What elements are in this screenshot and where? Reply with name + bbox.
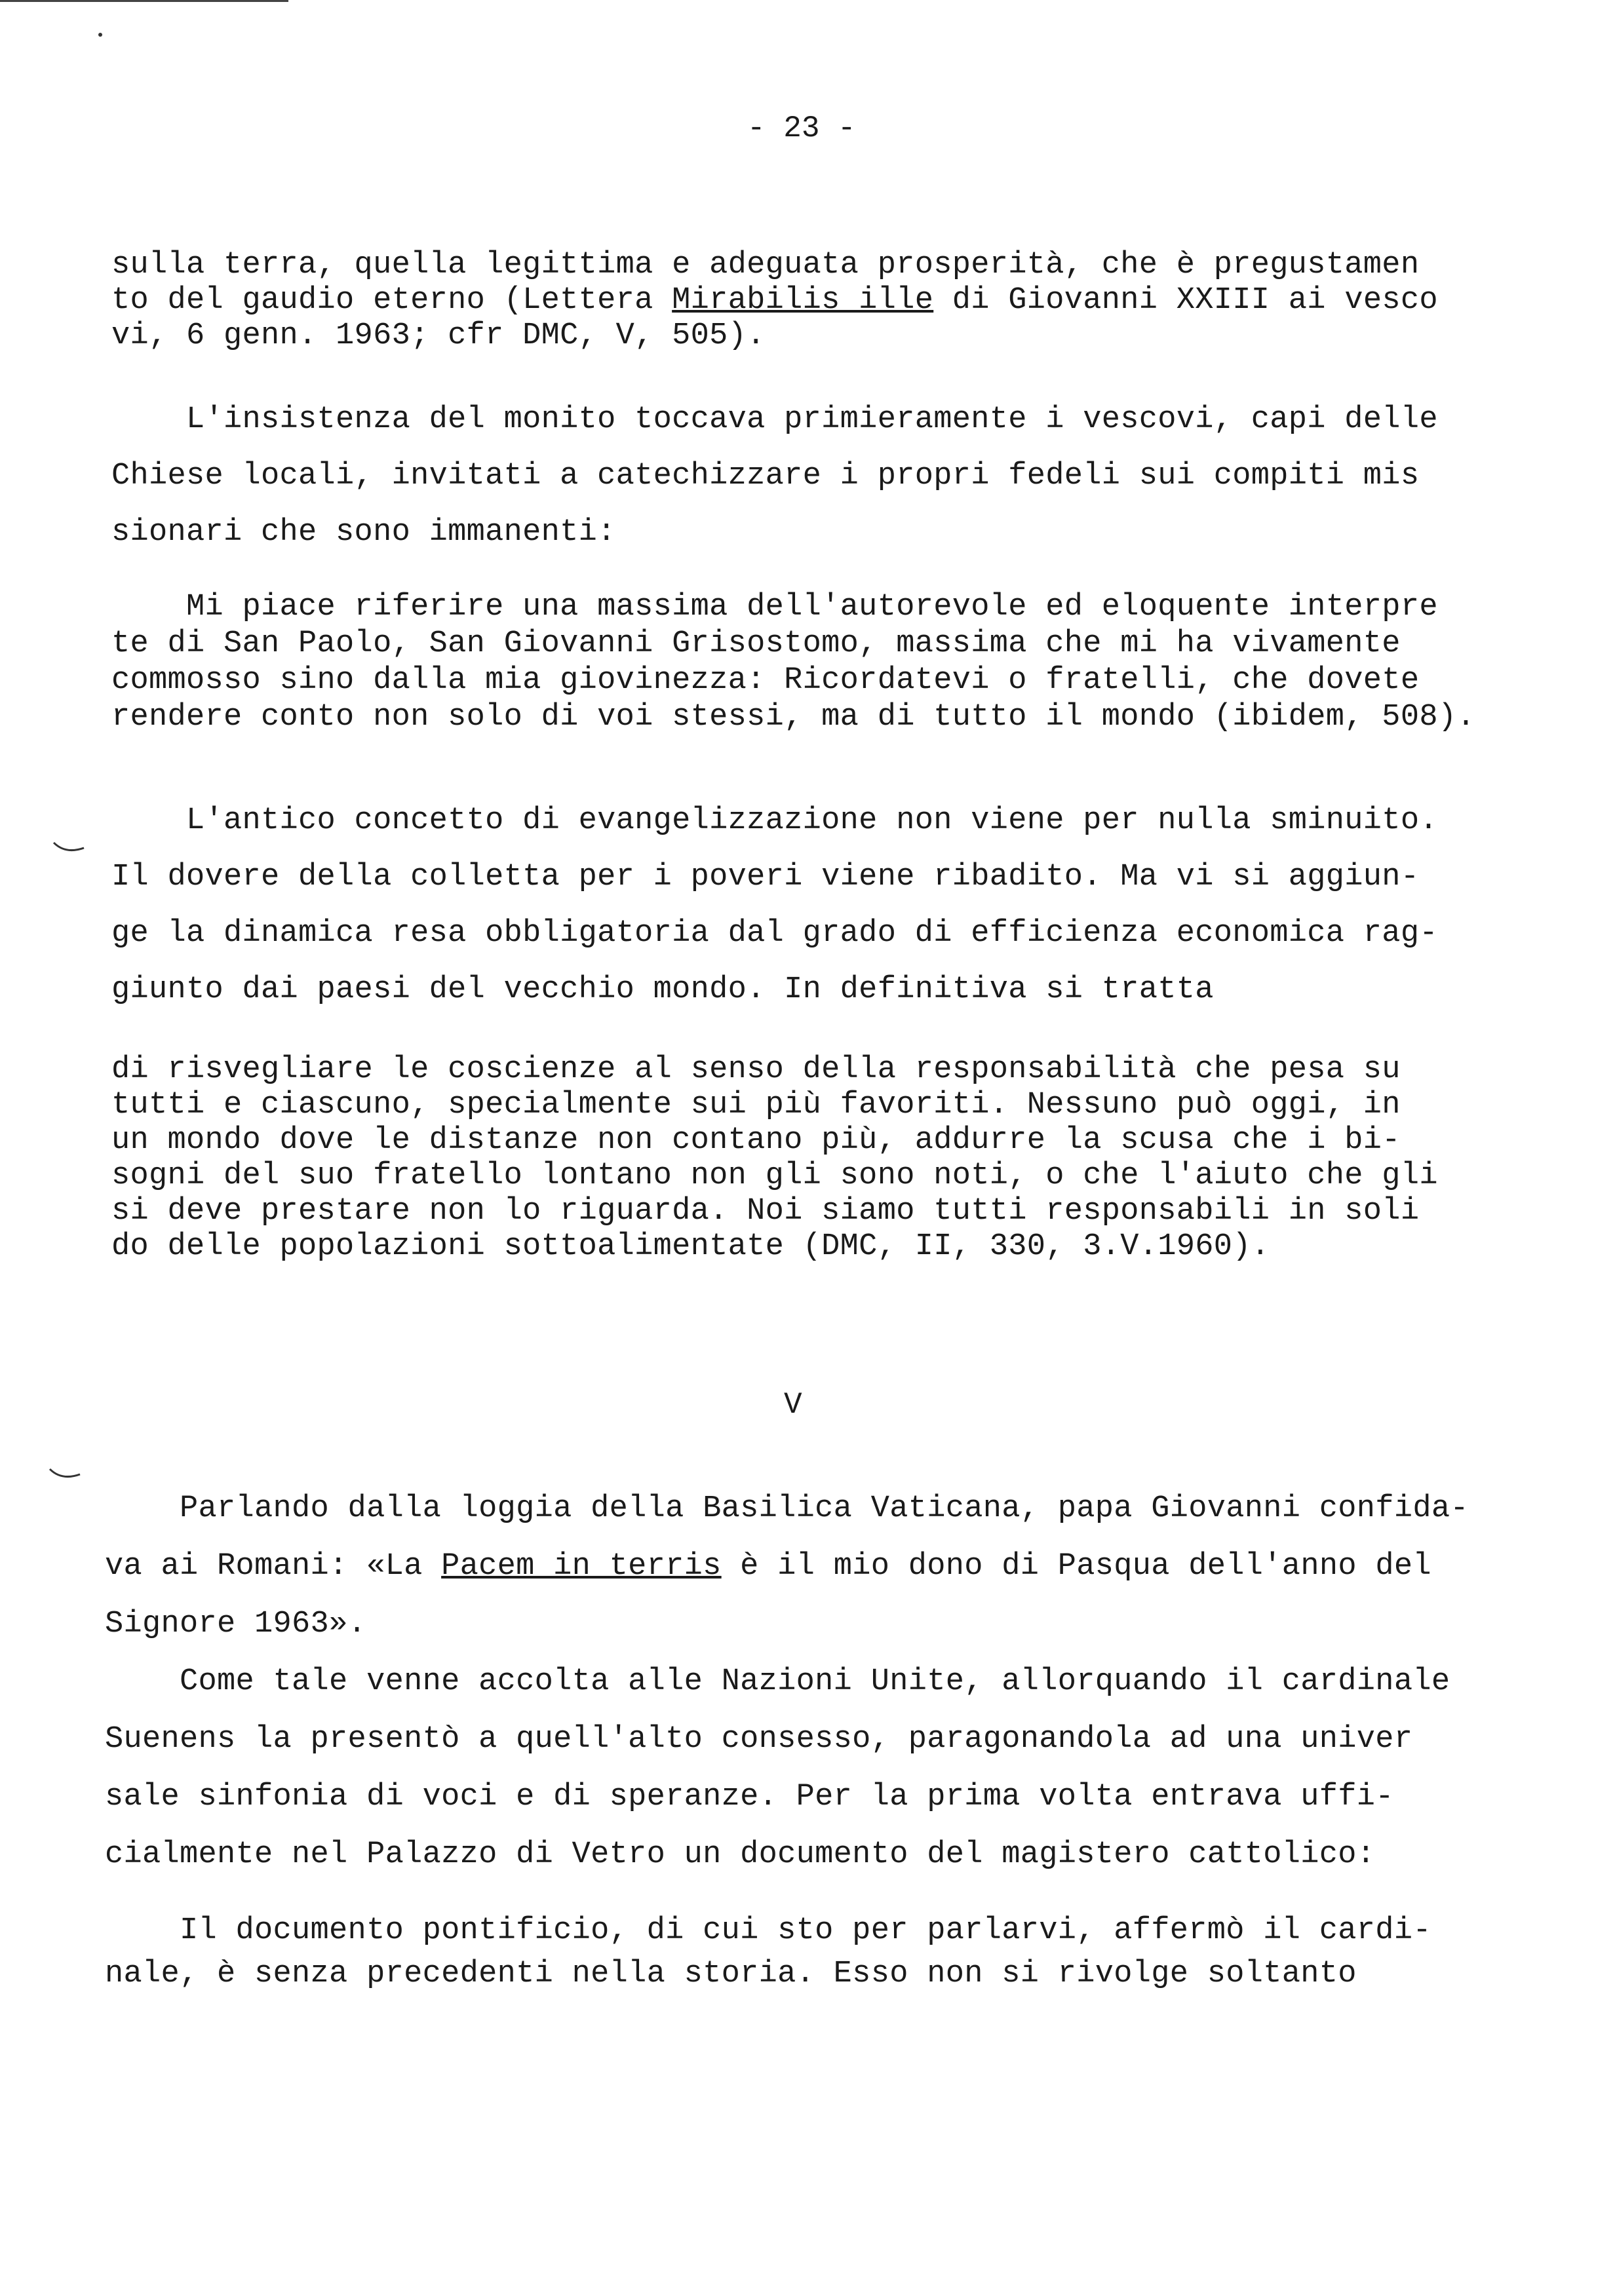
text-line: Signore 1963». (105, 1607, 367, 1641)
text-line: va ai Romani: «La Pacem in terris è il mio dono di Pasqua dell'anno del (105, 1549, 1431, 1584)
text-line: Il documento pontificio, di cui sto per parlarvi, affermò il cardi- (105, 1913, 1431, 1948)
encyclical-title: Pacem in terris (441, 1549, 722, 1584)
text-line: sionari che sono immanenti: (111, 515, 616, 550)
text-line: sale sinfonia di voci e di speranze. Per la prima volta entrava uffi- (105, 1780, 1394, 1814)
page-number: - 23 - (747, 111, 856, 145)
margin-pencil-mark (52, 840, 85, 854)
margin-pencil-mark (49, 1466, 81, 1481)
text-line: cialmente nel Palazzo di Vetro un documento del magistero cattolico: (105, 1837, 1376, 1872)
text-line: di risvegliare le coscienze al senso della responsabilità che pesa su (111, 1052, 1401, 1087)
text-line: un mondo dove le distanze non contano più, addurre la scusa che i bi- (111, 1123, 1401, 1158)
text-line: Mi piace riferire una massima dell'autorevole ed eloquente interpre (111, 590, 1438, 624)
text-line: giunto dai paesi del vecchio mondo. In definitiva si tratta (111, 972, 1214, 1007)
text-line: Come tale venne accolta alle Nazioni Unite, allorquando il cardinale (105, 1664, 1450, 1699)
text-line: do delle popolazioni sottoalimentate (DMC, II, 330, 3.V.1960). (111, 1229, 1270, 1264)
text-line: commosso sino dalla mia giovinezza: Ricordatevi o fratelli, che dovete (111, 663, 1420, 698)
text-line: Parlando dalla loggia della Basilica Vaticana, papa Giovanni confida- (105, 1491, 1469, 1526)
text-line: L'insistenza del monito toccava primieramente i vescovi, capi delle (111, 402, 1438, 437)
text-line: ge la dinamica resa obbligatoria dal grado di efficienza economica rag- (111, 916, 1438, 951)
text-line: Suenens la presentò a quell'alto consesso, paragonandola ad una univer (105, 1722, 1413, 1757)
text-line: tutti e ciascuno, specialmente sui più favoriti. Nessuno può oggi, in (111, 1088, 1401, 1122)
header-rule (0, 0, 288, 2)
section-heading: V (784, 1388, 802, 1422)
text-line: nale, è senza precedenti nella storia. Esso non si rivolge soltanto (105, 1957, 1357, 1991)
text-line: to del gaudio eterno (Lettera Mirabilis ille di Giovanni XXIII ai vesco (111, 283, 1438, 318)
letter-title: Mirabilis ille (672, 283, 934, 318)
text-line: Il dovere della colletta per i poveri viene ribadito. Ma vi si aggiun- (111, 860, 1420, 894)
text-line: Chiese locali, invitati a catechizzare i propri fedeli sui compiti mis (111, 459, 1420, 493)
text-line: L'antico concetto di evangelizzazione non viene per nulla sminuito. (111, 803, 1438, 838)
text-line: rendere conto non solo di voi stessi, ma di tutto il mondo (ibidem, 508). (111, 700, 1475, 735)
text-line: sulla terra, quella legittima e adeguata prosperità, che è pregustamen (111, 248, 1420, 282)
text-line: vi, 6 genn. 1963; cfr DMC, V, 505). (111, 318, 766, 353)
text-line: si deve prestare non lo riguarda. Noi siamo tutti responsabili in soli (111, 1194, 1420, 1229)
scan-speck (98, 33, 102, 37)
text-line: sogni del suo fratello lontano non gli sono noti, o che l'aiuto che gli (111, 1158, 1438, 1193)
text-line: te di San Paolo, San Giovanni Grisostomo, massima che mi ha vivamente (111, 626, 1401, 661)
